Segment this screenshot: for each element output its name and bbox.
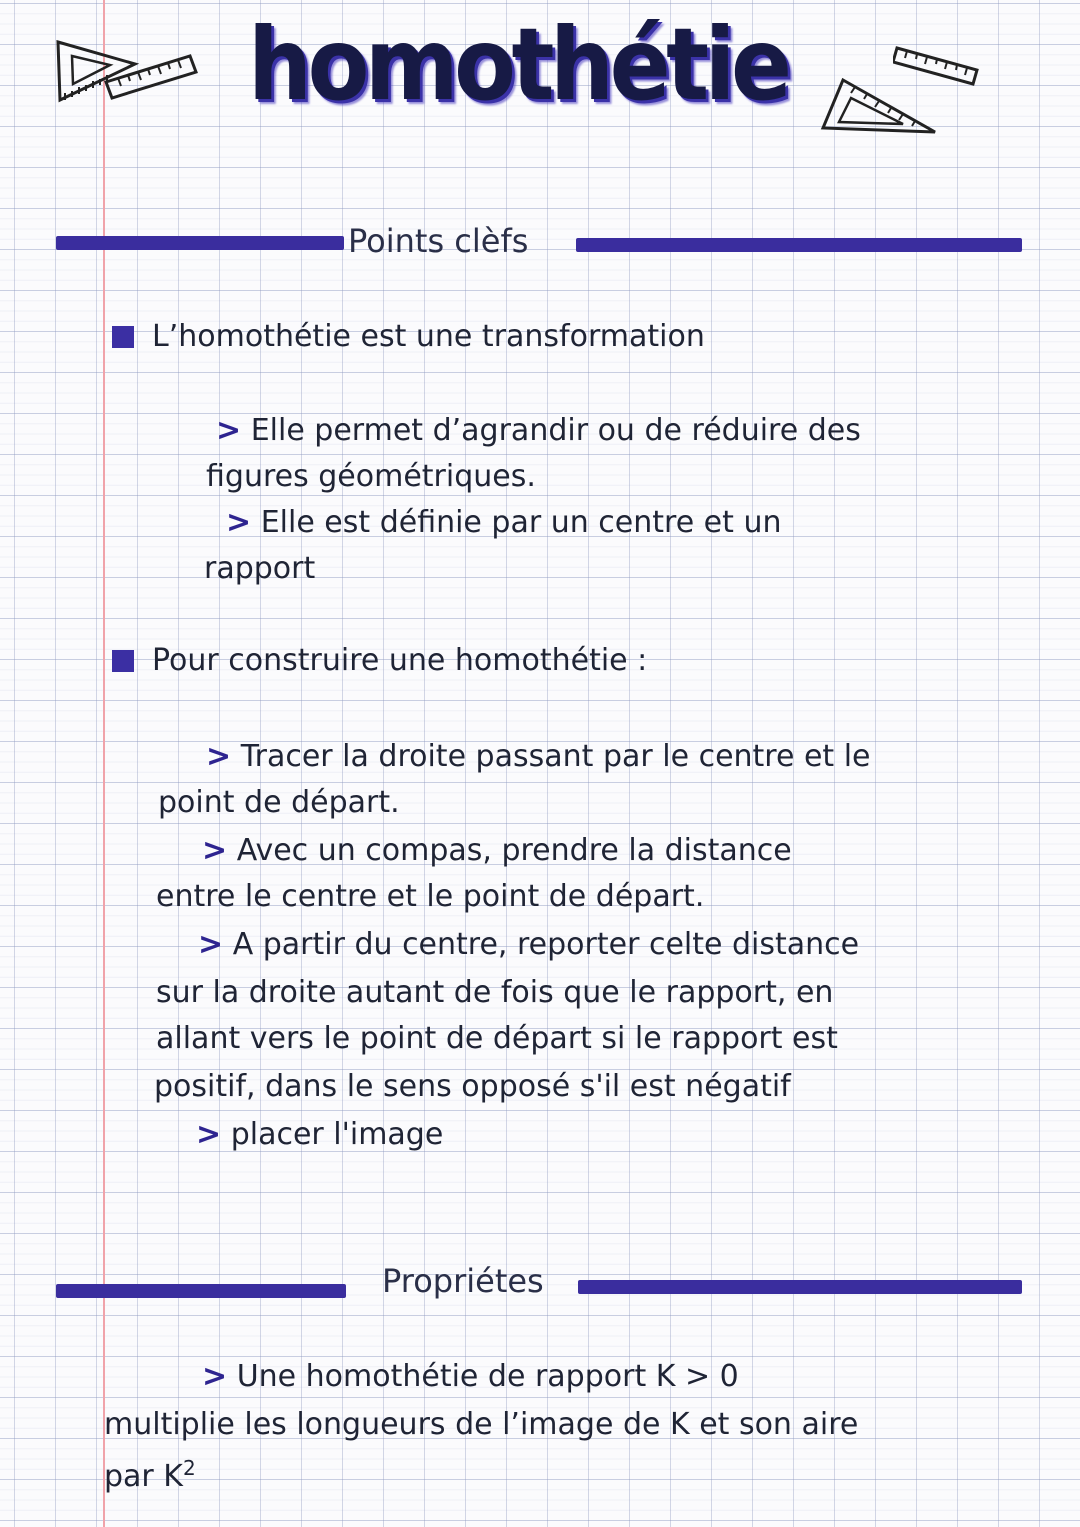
arrow-icon: > bbox=[226, 505, 252, 540]
list-item: > Elle est définie par un centre et un bbox=[226, 505, 782, 540]
list-item-continuation: figures géométriques. bbox=[206, 459, 536, 494]
section-divider-right bbox=[576, 238, 1022, 252]
exponent: 2 bbox=[182, 1456, 196, 1480]
list-item: > placer l'image bbox=[196, 1117, 444, 1152]
list-item-continuation: par $K^2$ bbox=[104, 1456, 196, 1494]
section-title-key-points: Points clèfs bbox=[348, 222, 529, 260]
bullet-square bbox=[112, 326, 134, 348]
list-item: > A partir du centre, reporter celte distance bbox=[198, 927, 860, 962]
section-divider-left bbox=[56, 236, 344, 250]
list-item-continuation: positif, dans le sens opposé s'il est négatif bbox=[154, 1069, 791, 1104]
set-square-icon bbox=[815, 68, 945, 148]
list-item-continuation: allant vers le point de départ si le rapport est bbox=[156, 1021, 838, 1056]
page-title: homothétie bbox=[248, 6, 788, 123]
list-item-continuation: sur la droite autant de fois que le rapport, en bbox=[156, 975, 834, 1010]
section-divider-right bbox=[578, 1280, 1022, 1294]
list-item-continuation: multiplie les longueurs de l’image de K et son aire bbox=[104, 1407, 859, 1442]
section-title-properties: Propriétes bbox=[382, 1262, 544, 1300]
arrow-icon: > bbox=[196, 1117, 222, 1152]
bullet-text: Pour construire une homothétie : bbox=[152, 643, 648, 678]
arrow-icon: > bbox=[206, 739, 232, 774]
arrow-icon: > bbox=[216, 413, 242, 448]
list-item: > Elle permet d’agrandir ou de réduire des bbox=[216, 413, 861, 448]
list-item-continuation: point de départ. bbox=[158, 785, 400, 820]
bullet-text: L’homothétie est une transformation bbox=[152, 319, 705, 354]
list-item-continuation: rapport bbox=[204, 551, 316, 586]
arrow-icon: > bbox=[202, 1359, 228, 1394]
arrow-icon: > bbox=[198, 927, 224, 962]
ruler-icon bbox=[100, 48, 200, 108]
list-item: > Tracer la droite passant par le centre et le bbox=[206, 739, 871, 774]
section-divider-left bbox=[56, 1284, 346, 1298]
list-item: > Avec un compas, prendre la distance bbox=[202, 833, 792, 868]
bullet-square bbox=[112, 650, 134, 672]
list-item-continuation: entre le centre et le point de départ. bbox=[156, 879, 705, 914]
list-item: > Une homothétie de rapport K > 0 bbox=[202, 1359, 739, 1394]
arrow-icon: > bbox=[202, 833, 228, 868]
